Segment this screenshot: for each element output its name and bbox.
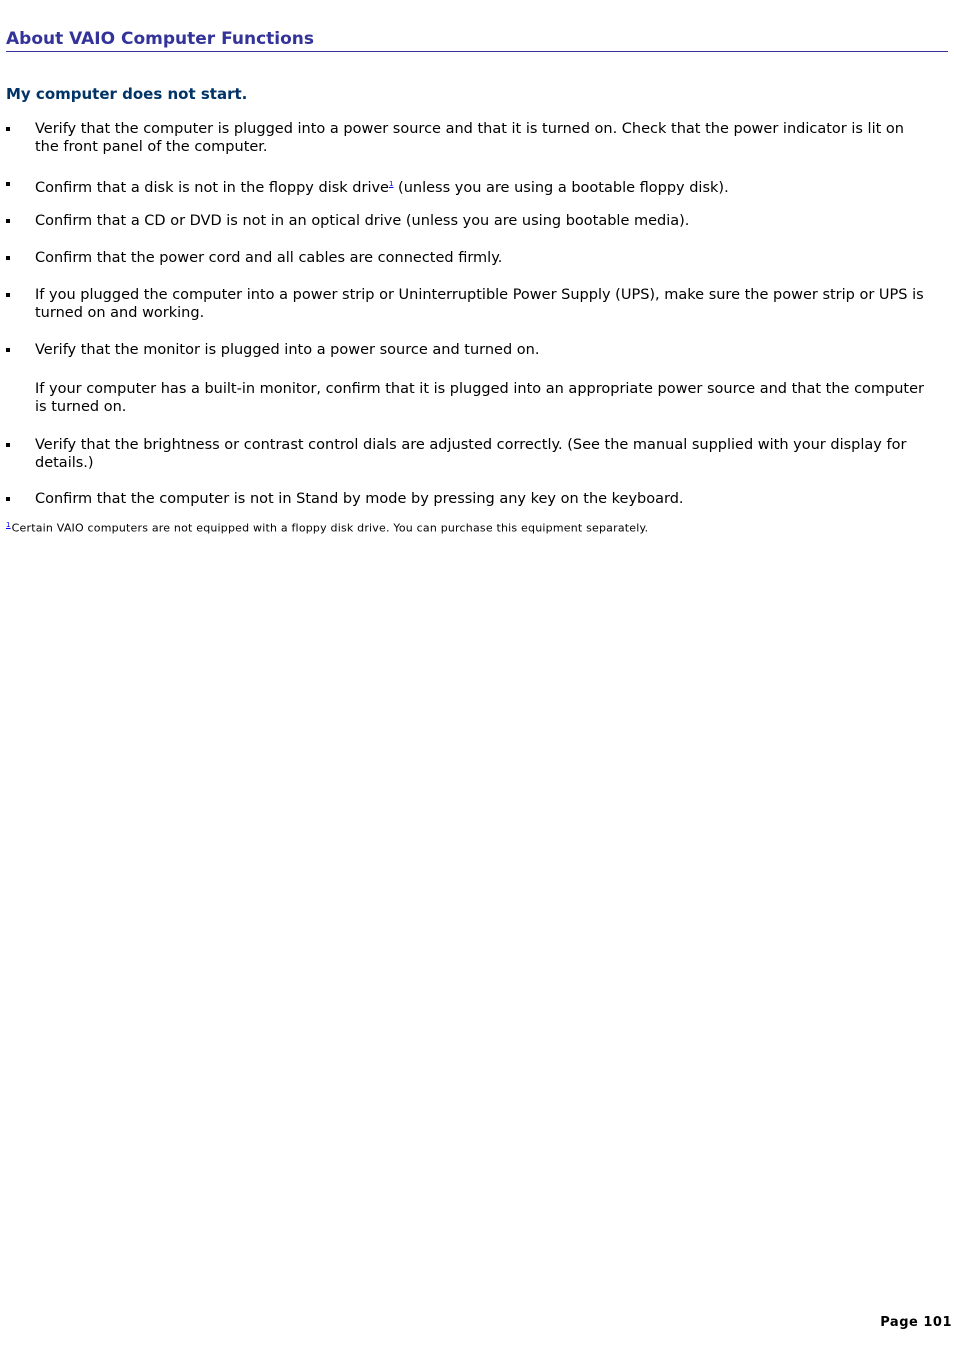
list-item-text: Confirm that the computer is not in Stand by mode by pressing any key on the keyboard. <box>35 491 684 507</box>
list-item-text: Verify that the computer is plugged into a power source and that it is turned on. Check that the power indicator is lit on the front panel of the computer. <box>35 121 904 155</box>
footnote-text: Certain VAIO computers are not equipped with a floppy disk drive. You can purchase this equipment separately. <box>11 521 649 535</box>
list-item-text: Verify that the brightness or contrast control dials are adjusted correctly. (See the manual supplied with your display for details.) <box>35 437 907 471</box>
list-item-text-before: Confirm that a disk is not in the floppy disk drive <box>35 179 389 196</box>
list-item-text: If you plugged the computer into a power strip or Uninterruptible Power Supply (UPS), make sure the power strip or UPS is turned on and working. <box>35 287 924 321</box>
section-heading: My computer does not start. <box>6 85 248 103</box>
footnote <box>6 518 648 536</box>
list-item-text: Confirm that a CD or DVD is not in an optical drive (unless you are using bootable media). <box>35 213 690 229</box>
list-item-text: Verify that the monitor is plugged into a power source and turned on. <box>35 342 540 358</box>
page-title: About VAIO Computer Functions <box>6 28 948 52</box>
list-item <box>6 491 926 509</box>
list-item <box>6 437 926 472</box>
footnote-reference-link[interactable]: 1 <box>388 180 394 188</box>
list-item-text <box>35 176 926 197</box>
footnote-marker-link[interactable]: 1 <box>6 521 11 529</box>
list-item <box>6 121 926 156</box>
list-item-text: Confirm that the power cord and all cables are connected firmly. <box>35 250 503 266</box>
list-item-extra-paragraph: If your computer has a built-in monitor, confirm that it is plugged into an appropriate power source and that the computer is turned on. <box>35 381 925 415</box>
list-item <box>6 213 926 231</box>
list-item <box>6 250 926 268</box>
list-item <box>6 342 926 360</box>
list-item <box>6 176 926 197</box>
list-item <box>6 287 926 322</box>
page-number: Page 101 <box>880 1315 952 1330</box>
list-item-text-after: (unless you are using a bootable floppy disk). <box>393 179 729 196</box>
